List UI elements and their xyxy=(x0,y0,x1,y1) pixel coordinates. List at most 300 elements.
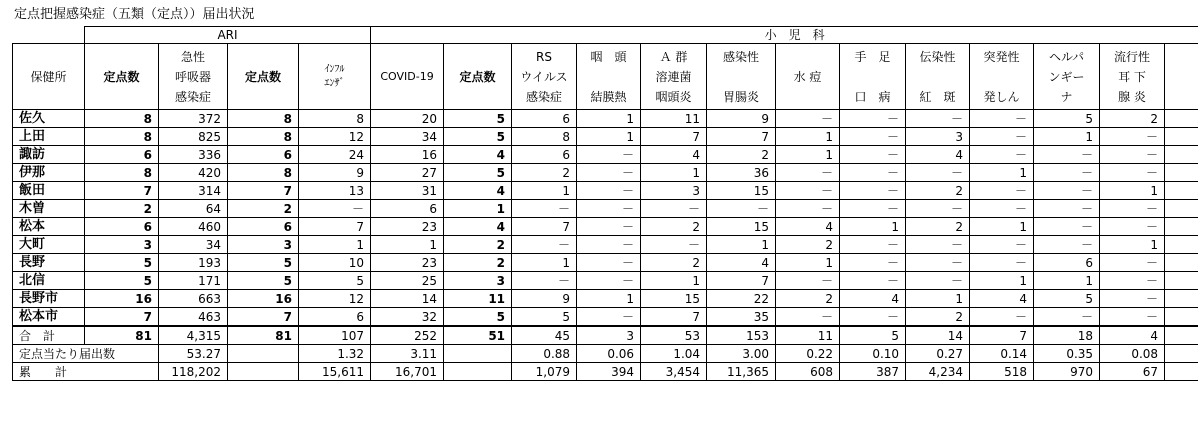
row-label: 合 計 xyxy=(13,326,85,345)
table-cell: 7 xyxy=(228,308,299,327)
table-cell: 0.88 xyxy=(512,345,577,363)
table-cell: 1 xyxy=(776,146,840,164)
table-cell xyxy=(1165,326,1198,345)
col-teiten-pediatric: 定点数 xyxy=(444,44,512,110)
table-cell: 2 xyxy=(776,236,840,254)
col-erythema-infectiosum: 伝染性 紅 斑 xyxy=(906,44,970,110)
table-cell xyxy=(444,345,512,363)
table-cell xyxy=(1165,254,1198,272)
table-cell: － xyxy=(1100,128,1165,146)
table-cell: 23 xyxy=(371,218,444,236)
table-cell: 7 xyxy=(641,308,707,327)
table-row xyxy=(13,290,1199,308)
table-cell: 9 xyxy=(707,110,776,128)
table-cell: － xyxy=(577,254,641,272)
table-cell: － xyxy=(1034,146,1100,164)
table-cell: 7 xyxy=(512,218,577,236)
table-cell: 6 xyxy=(512,110,577,128)
table-row xyxy=(13,272,1199,290)
table-cell: 1.32 xyxy=(299,345,371,363)
col-mumps: 流行性 耳 下 腺 炎 xyxy=(1100,44,1165,110)
table-cell: 4 xyxy=(641,146,707,164)
table-cell: 5 xyxy=(840,326,906,345)
table-cell: － xyxy=(577,218,641,236)
table-cell: 8 xyxy=(228,164,299,182)
col-acute-respiratory: 急性 呼吸器 感染症 xyxy=(159,44,228,110)
table-cell: 5 xyxy=(299,272,371,290)
table-cell: － xyxy=(840,110,906,128)
table-body xyxy=(13,110,1199,381)
table-cell: 4 xyxy=(906,146,970,164)
table-cell: － xyxy=(577,236,641,254)
row-label: 木曽 xyxy=(13,200,85,218)
table-cell: 24 xyxy=(299,146,371,164)
table-cell: 1 xyxy=(299,236,371,254)
table-cell: 5 xyxy=(228,254,299,272)
report-table xyxy=(12,26,1198,381)
table-cell: 336 xyxy=(159,146,228,164)
row-label: 飯田 xyxy=(13,182,85,200)
table-cell: 7 xyxy=(85,308,159,327)
table-cell: 7 xyxy=(228,182,299,200)
table-cell: 2 xyxy=(906,218,970,236)
table-cell: 1 xyxy=(776,254,840,272)
table-cell: 2 xyxy=(512,164,577,182)
table-cell: 1 xyxy=(906,290,970,308)
table-cell: － xyxy=(577,182,641,200)
col-teiten-ari: 定点数 xyxy=(85,44,159,110)
table-cell: 10 xyxy=(299,254,371,272)
table-cell: 3 xyxy=(85,236,159,254)
table-cell: 12 xyxy=(299,290,371,308)
table-cell: 67 xyxy=(1100,363,1165,381)
table-cell: 64 xyxy=(159,200,228,218)
row-label: 長野 xyxy=(13,254,85,272)
table-cell: － xyxy=(512,272,577,290)
corner-cell xyxy=(13,27,85,44)
table-cell: － xyxy=(906,110,970,128)
table-cell: 1 xyxy=(512,182,577,200)
table-cell: 9 xyxy=(512,290,577,308)
table-cell: － xyxy=(1100,272,1165,290)
table-cell: 6 xyxy=(371,200,444,218)
table-cell: － xyxy=(840,182,906,200)
table-cell: 0.08 xyxy=(1100,345,1165,363)
table-cell: 3 xyxy=(641,182,707,200)
table-row xyxy=(13,110,1199,128)
table-cell: 2 xyxy=(707,146,776,164)
table-cell: 1 xyxy=(577,110,641,128)
table-cell: 34 xyxy=(159,236,228,254)
table-cell: 0.10 xyxy=(840,345,906,363)
table-cell: 118,202 xyxy=(159,363,228,381)
table-cell: － xyxy=(970,110,1034,128)
table-cell: 3,454 xyxy=(641,363,707,381)
table-cell: 5 xyxy=(444,110,512,128)
table-cell: － xyxy=(641,200,707,218)
table-cell: 27 xyxy=(371,164,444,182)
table-cell: － xyxy=(840,272,906,290)
table-cell: 4,315 xyxy=(159,326,228,345)
table-cell: － xyxy=(776,110,840,128)
table-cell: 6 xyxy=(1034,254,1100,272)
table-cell: 7 xyxy=(707,128,776,146)
table-cell: － xyxy=(970,254,1034,272)
table-cell xyxy=(444,363,512,381)
col-hokensho: 保健所 xyxy=(13,44,85,110)
col-chickenpox: 水 痘 xyxy=(776,44,840,110)
table-cell: 14 xyxy=(906,326,970,345)
table-cell: 4 xyxy=(444,182,512,200)
table-cell: 2 xyxy=(444,236,512,254)
row-label: 累 計 xyxy=(13,363,159,381)
table-row xyxy=(13,218,1199,236)
table-cell: － xyxy=(1034,200,1100,218)
table-cell: 6 xyxy=(512,146,577,164)
table-cell: － xyxy=(840,146,906,164)
table-cell xyxy=(1165,182,1198,200)
table-cell: 5 xyxy=(85,272,159,290)
table-cell: － xyxy=(906,254,970,272)
table-cell: 53 xyxy=(641,326,707,345)
table-cell: 3 xyxy=(906,128,970,146)
table-cell: 0.06 xyxy=(577,345,641,363)
table-cell: － xyxy=(1100,218,1165,236)
col-extra xyxy=(1165,44,1198,110)
table-cell: 0.22 xyxy=(776,345,840,363)
table-cell: 16 xyxy=(371,146,444,164)
table-row xyxy=(13,326,1199,345)
table-cell: 394 xyxy=(577,363,641,381)
table-cell xyxy=(1165,345,1198,363)
table-cell: 1 xyxy=(577,290,641,308)
table-cell: － xyxy=(1034,182,1100,200)
table-cell: 1 xyxy=(970,164,1034,182)
table-cell xyxy=(228,345,299,363)
table-cell: － xyxy=(840,236,906,254)
table-cell: 6 xyxy=(228,146,299,164)
table-cell: 5 xyxy=(1034,110,1100,128)
table-row xyxy=(13,128,1199,146)
table-cell: 2 xyxy=(641,218,707,236)
table-cell: 3.11 xyxy=(371,345,444,363)
table-cell: 3 xyxy=(577,326,641,345)
col-influenza: ｲﾝﾌﾙ ｴﾝｻﾞ xyxy=(299,44,371,110)
col-pharyngoconjunctival: 咽 頭 結膜熱 xyxy=(577,44,641,110)
table-cell: 314 xyxy=(159,182,228,200)
table-cell: 3 xyxy=(444,272,512,290)
table-cell: 25 xyxy=(371,272,444,290)
table-row xyxy=(13,200,1199,218)
table-cell: 2 xyxy=(444,254,512,272)
row-label: 諏訪 xyxy=(13,146,85,164)
table-cell: 5 xyxy=(85,254,159,272)
table-cell xyxy=(228,363,299,381)
table-cell: 2 xyxy=(1100,110,1165,128)
table-cell: 1 xyxy=(970,218,1034,236)
row-label: 定点当たり届出数 xyxy=(13,345,159,363)
table-cell: 387 xyxy=(840,363,906,381)
table-cell: 5 xyxy=(228,272,299,290)
table-cell: － xyxy=(577,200,641,218)
table-cell: － xyxy=(840,128,906,146)
table-cell: 8 xyxy=(85,128,159,146)
table-row xyxy=(13,254,1199,272)
table-cell: 7 xyxy=(707,272,776,290)
table-cell: 193 xyxy=(159,254,228,272)
table-cell: 15 xyxy=(707,218,776,236)
table-cell xyxy=(1165,218,1198,236)
table-cell: 107 xyxy=(299,326,371,345)
table-cell: － xyxy=(906,236,970,254)
table-cell: 1 xyxy=(512,254,577,272)
table-cell: 5 xyxy=(444,128,512,146)
table-cell: 81 xyxy=(85,326,159,345)
table-cell: 6 xyxy=(299,308,371,327)
table-cell: 20 xyxy=(371,110,444,128)
table-cell: 825 xyxy=(159,128,228,146)
table-cell: 6 xyxy=(85,146,159,164)
table-cell xyxy=(1165,290,1198,308)
table-cell: － xyxy=(906,200,970,218)
table-cell: 1 xyxy=(641,272,707,290)
col-hand-foot-mouth: 手 足 口 病 xyxy=(840,44,906,110)
row-label: 松本市 xyxy=(13,308,85,327)
table-cell: 153 xyxy=(707,326,776,345)
table-cell: 2 xyxy=(228,200,299,218)
table-cell xyxy=(1165,110,1198,128)
table-cell: － xyxy=(776,182,840,200)
table-cell: － xyxy=(1100,290,1165,308)
table-cell: － xyxy=(577,146,641,164)
table-cell xyxy=(1165,164,1198,182)
table-cell xyxy=(1165,146,1198,164)
table-cell: 5 xyxy=(444,308,512,327)
table-cell: 0.35 xyxy=(1034,345,1100,363)
table-cell: 15 xyxy=(641,290,707,308)
group-pediatric: 小 児 科 xyxy=(371,27,1198,44)
table-cell: 8 xyxy=(512,128,577,146)
table-cell: 16,701 xyxy=(371,363,444,381)
table-cell: － xyxy=(840,308,906,327)
table-cell: 1 xyxy=(840,218,906,236)
table-cell: 5 xyxy=(1034,290,1100,308)
col-exanthem-subitum: 突発性 発しん xyxy=(970,44,1034,110)
table-cell: － xyxy=(906,164,970,182)
table-cell: 372 xyxy=(159,110,228,128)
table-cell: 4 xyxy=(707,254,776,272)
table-cell: － xyxy=(970,182,1034,200)
table-cell: － xyxy=(707,200,776,218)
col-herpangina: ヘルパ ンギー ナ xyxy=(1034,44,1100,110)
table-cell: 1.04 xyxy=(641,345,707,363)
table-cell: 1 xyxy=(776,128,840,146)
table-cell: 14 xyxy=(371,290,444,308)
table-cell: 4 xyxy=(776,218,840,236)
table-cell: － xyxy=(906,272,970,290)
table-cell: － xyxy=(970,146,1034,164)
table-cell xyxy=(1165,128,1198,146)
table-cell: 11 xyxy=(444,290,512,308)
table-cell: 608 xyxy=(776,363,840,381)
table-cell: － xyxy=(1034,236,1100,254)
table-cell: 3 xyxy=(228,236,299,254)
table-cell: － xyxy=(641,236,707,254)
table-cell: 36 xyxy=(707,164,776,182)
table-cell: 6 xyxy=(228,218,299,236)
table-cell: － xyxy=(776,308,840,327)
row-label: 北信 xyxy=(13,272,85,290)
table-cell: 5 xyxy=(444,164,512,182)
table-cell: 23 xyxy=(371,254,444,272)
table-cell: 81 xyxy=(228,326,299,345)
col-covid19: COVID-19 xyxy=(371,44,444,110)
table-cell: 1 xyxy=(1100,236,1165,254)
table-cell: 4,234 xyxy=(906,363,970,381)
table-cell: 12 xyxy=(299,128,371,146)
table-cell: 16 xyxy=(228,290,299,308)
report-table-wrapper xyxy=(12,26,1198,412)
table-cell: 2 xyxy=(85,200,159,218)
table-cell: 518 xyxy=(970,363,1034,381)
table-cell xyxy=(1165,363,1198,381)
table-cell: 1 xyxy=(970,272,1034,290)
table-cell: 2 xyxy=(906,308,970,327)
table-cell: － xyxy=(840,254,906,272)
table-cell: 0.27 xyxy=(906,345,970,363)
table-row xyxy=(13,363,1199,381)
table-cell: － xyxy=(299,200,371,218)
table-cell: 6 xyxy=(85,218,159,236)
table-cell: － xyxy=(577,164,641,182)
table-cell: 1 xyxy=(577,128,641,146)
table-cell: 463 xyxy=(159,308,228,327)
table-cell: － xyxy=(776,200,840,218)
table-cell: 3.00 xyxy=(707,345,776,363)
table-cell: 8 xyxy=(228,110,299,128)
table-cell xyxy=(1165,200,1198,218)
table-cell: 5 xyxy=(512,308,577,327)
table-cell: 8 xyxy=(85,110,159,128)
table-cell: － xyxy=(970,308,1034,327)
table-cell: － xyxy=(840,164,906,182)
table-cell: 9 xyxy=(299,164,371,182)
table-cell: 1,079 xyxy=(512,363,577,381)
group-ari: ARI xyxy=(85,27,371,44)
col-rs-virus: RS ウイルス 感染症 xyxy=(512,44,577,110)
table-cell: 7 xyxy=(970,326,1034,345)
table-cell: 2 xyxy=(906,182,970,200)
table-cell xyxy=(1165,236,1198,254)
table-cell: － xyxy=(840,200,906,218)
col-gastroenteritis: 感染性 胃腸炎 xyxy=(707,44,776,110)
table-cell: 22 xyxy=(707,290,776,308)
table-cell: 970 xyxy=(1034,363,1100,381)
table-cell: 51 xyxy=(444,326,512,345)
table-cell: － xyxy=(1034,308,1100,327)
table-cell: 8 xyxy=(228,128,299,146)
table-cell: － xyxy=(1100,146,1165,164)
table-cell: － xyxy=(1034,218,1100,236)
page-title: 定点把握感染症（五類（定点））届出状況 xyxy=(14,7,255,22)
table-cell: 15,611 xyxy=(299,363,371,381)
table-cell: 1 xyxy=(1100,182,1165,200)
table-cell: － xyxy=(577,308,641,327)
table-cell: 1 xyxy=(371,236,444,254)
table-cell: 4 xyxy=(840,290,906,308)
table-cell: 663 xyxy=(159,290,228,308)
table-cell: 11 xyxy=(776,326,840,345)
row-label: 伊那 xyxy=(13,164,85,182)
table-cell: － xyxy=(1100,200,1165,218)
col-teiten-inf: 定点数 xyxy=(228,44,299,110)
row-label: 長野市 xyxy=(13,290,85,308)
table-cell: 171 xyxy=(159,272,228,290)
table-cell: 4 xyxy=(970,290,1034,308)
table-cell: 1 xyxy=(1034,272,1100,290)
row-label: 佐久 xyxy=(13,110,85,128)
table-cell: 7 xyxy=(299,218,371,236)
table-cell: 4 xyxy=(1100,326,1165,345)
table-cell: － xyxy=(776,164,840,182)
table-cell: 7 xyxy=(641,128,707,146)
table-cell: 1 xyxy=(641,164,707,182)
table-row xyxy=(13,308,1199,327)
table-cell: － xyxy=(1100,308,1165,327)
table-cell: 45 xyxy=(512,326,577,345)
table-cell: 252 xyxy=(371,326,444,345)
table-cell: 13 xyxy=(299,182,371,200)
table-cell: 0.14 xyxy=(970,345,1034,363)
table-cell: － xyxy=(970,128,1034,146)
col-group-a-strep: Ａ 群 溶連菌 咽頭炎 xyxy=(641,44,707,110)
table-cell: － xyxy=(577,272,641,290)
table-cell xyxy=(1165,272,1198,290)
table-cell xyxy=(1165,308,1198,327)
table-cell: 18 xyxy=(1034,326,1100,345)
table-row xyxy=(13,164,1199,182)
table-row xyxy=(13,236,1199,254)
table-cell: 32 xyxy=(371,308,444,327)
table-cell: 34 xyxy=(371,128,444,146)
table-row xyxy=(13,345,1199,363)
table-cell: 35 xyxy=(707,308,776,327)
table-cell: 15 xyxy=(707,182,776,200)
table-cell: 420 xyxy=(159,164,228,182)
table-cell: 11 xyxy=(641,110,707,128)
table-cell: 8 xyxy=(299,110,371,128)
row-label: 上田 xyxy=(13,128,85,146)
row-label: 大町 xyxy=(13,236,85,254)
table-cell: 4 xyxy=(444,218,512,236)
table-cell: － xyxy=(512,236,577,254)
table-cell: 2 xyxy=(776,290,840,308)
table-cell: 31 xyxy=(371,182,444,200)
table-cell: 1 xyxy=(707,236,776,254)
table-cell: － xyxy=(512,200,577,218)
table-cell: 11,365 xyxy=(707,363,776,381)
table-cell: 1 xyxy=(1034,128,1100,146)
table-cell: 8 xyxy=(85,164,159,182)
table-cell: － xyxy=(1034,164,1100,182)
table-cell: 16 xyxy=(85,290,159,308)
table-cell: 460 xyxy=(159,218,228,236)
table-cell: － xyxy=(1100,164,1165,182)
table-row xyxy=(13,182,1199,200)
table-cell: － xyxy=(970,236,1034,254)
table-cell: － xyxy=(776,272,840,290)
table-cell: 4 xyxy=(444,146,512,164)
